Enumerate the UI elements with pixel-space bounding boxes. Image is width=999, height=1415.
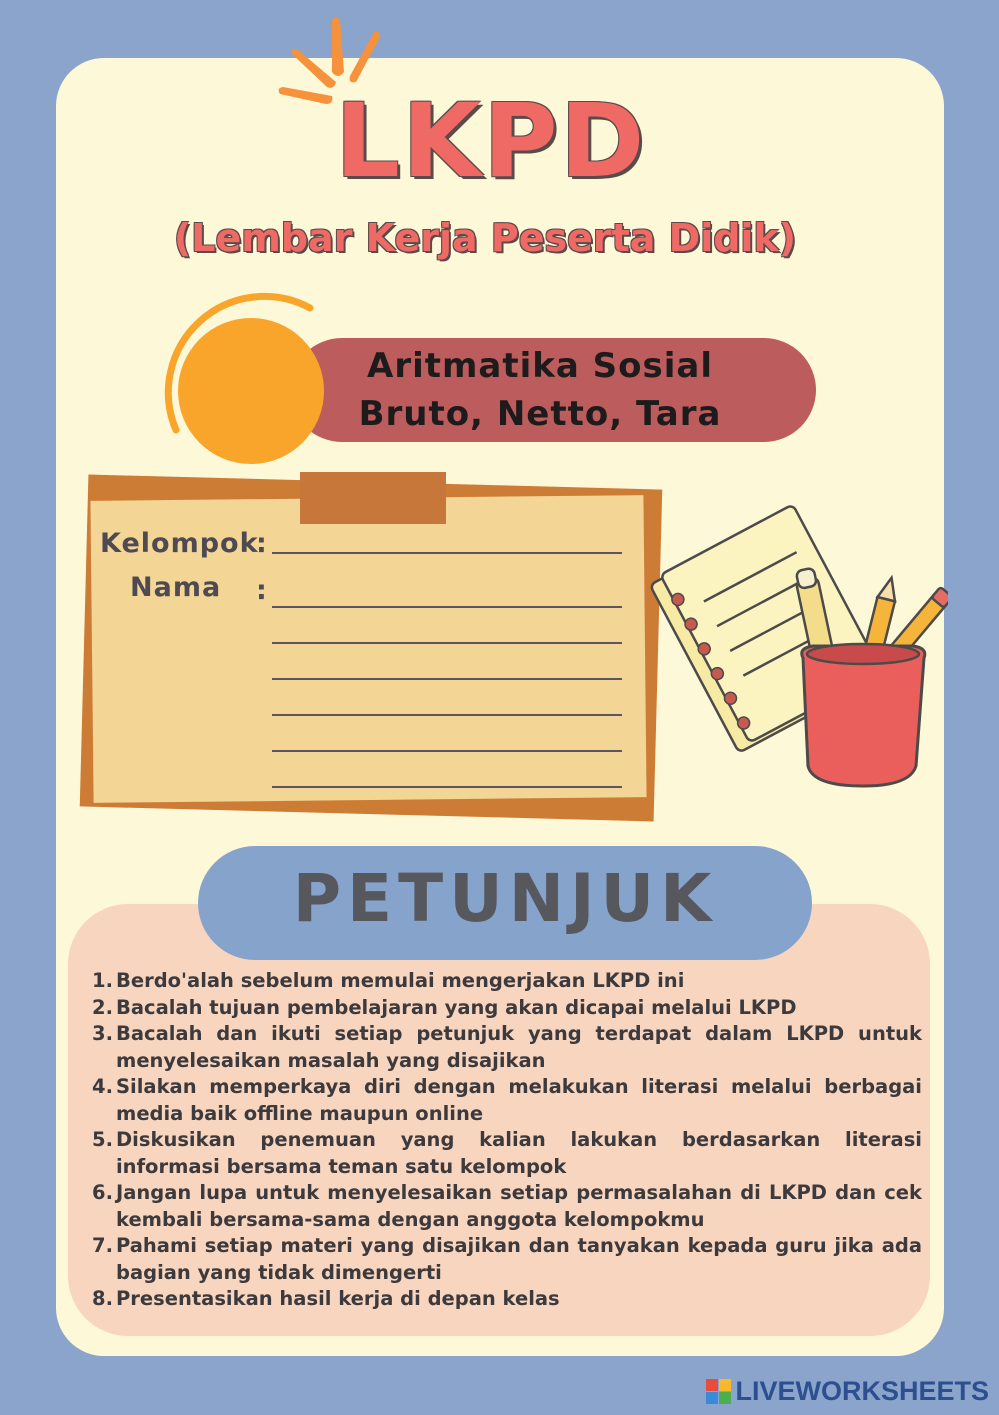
list-item (92, 968, 922, 995)
instructions-list (92, 968, 922, 1313)
list-item-number: 6. (92, 1181, 113, 1204)
instructions-title: PETUNJUK (292, 860, 718, 937)
logo-tile (706, 1392, 718, 1404)
group-colon: : (256, 528, 268, 559)
page-subtitle: (Lembar Kerja Peserta Didik) (173, 216, 797, 260)
list-item-number: 2. (92, 995, 113, 1019)
liveworksheets-logo-icon (706, 1379, 731, 1404)
logo-tile (706, 1379, 718, 1391)
list-item-number: 3. (92, 1022, 113, 1045)
group-input-line[interactable] (272, 552, 622, 554)
list-item (92, 1233, 922, 1286)
name-input-line[interactable] (272, 678, 622, 680)
logo-tile (719, 1379, 731, 1391)
tape-decoration (300, 472, 446, 524)
name-label: Nama (130, 572, 222, 603)
sun-circle-decoration (178, 318, 324, 464)
list-item-text: Berdo'alah sebelum memulai mengerjakan LKPD ini (116, 969, 685, 992)
list-item-number: 5. (92, 1128, 113, 1151)
list-item-text: Jangan lupa untuk menyelesaikan setiap permasalahan di LKPD dan cek kembali bersama-sama dengan anggota kelompokmu (116, 1181, 922, 1231)
brand-footer[interactable] (706, 1376, 989, 1406)
list-item-number: 7. (92, 1234, 113, 1257)
list-item (92, 1180, 922, 1233)
list-item-text: Pahami setiap materi yang disajikan dan tanyakan kepada guru jika ada bagian yang tidak dimengerti (116, 1234, 922, 1284)
notebook-pencil-cup-illustration (648, 498, 948, 798)
page-title: LKPD (335, 82, 647, 201)
brand-name: LIVEWORKSHEETS (735, 1375, 989, 1406)
name-input-line[interactable] (272, 714, 622, 716)
list-item (92, 995, 922, 1022)
list-item (92, 1021, 922, 1074)
name-input-line[interactable] (272, 750, 622, 752)
list-item-text: Bacalah tujuan pembelajaran yang akan dicapai melalui LKPD (116, 995, 797, 1019)
list-item-text: Bacalah dan ikuti setiap petunjuk yang terdapat dalam LKPD untuk menyelesaikan masalah yang disajikan (116, 1022, 922, 1072)
logo-tile (719, 1392, 731, 1404)
list-item (92, 1074, 922, 1127)
topic-line-1: Aritmatika Sosial (367, 346, 713, 386)
list-item-number: 8. (92, 1287, 113, 1310)
name-input-line[interactable] (272, 606, 622, 608)
name-input-line[interactable] (272, 786, 622, 788)
list-item (92, 1286, 922, 1313)
topic-title (320, 342, 760, 438)
list-item-text: Presentasikan hasil kerja di depan kelas (116, 1287, 560, 1310)
list-item-text: Diskusikan penemuan yang kalian lakukan berdasarkan literasi informasi bersama teman satu kelompok (116, 1128, 922, 1178)
list-item-number: 4. (92, 1075, 113, 1098)
list-item-number: 1. (92, 969, 113, 992)
name-input-line[interactable] (272, 642, 622, 644)
group-label: Kelompok (100, 528, 259, 559)
list-item (92, 1127, 922, 1180)
name-colon: : (256, 575, 268, 606)
topic-line-2: Bruto, Netto, Tara (358, 394, 722, 434)
list-item-text: Silakan memperkaya diri dengan melakukan literasi melalui berbagai media baik offline maupun online (116, 1075, 922, 1125)
